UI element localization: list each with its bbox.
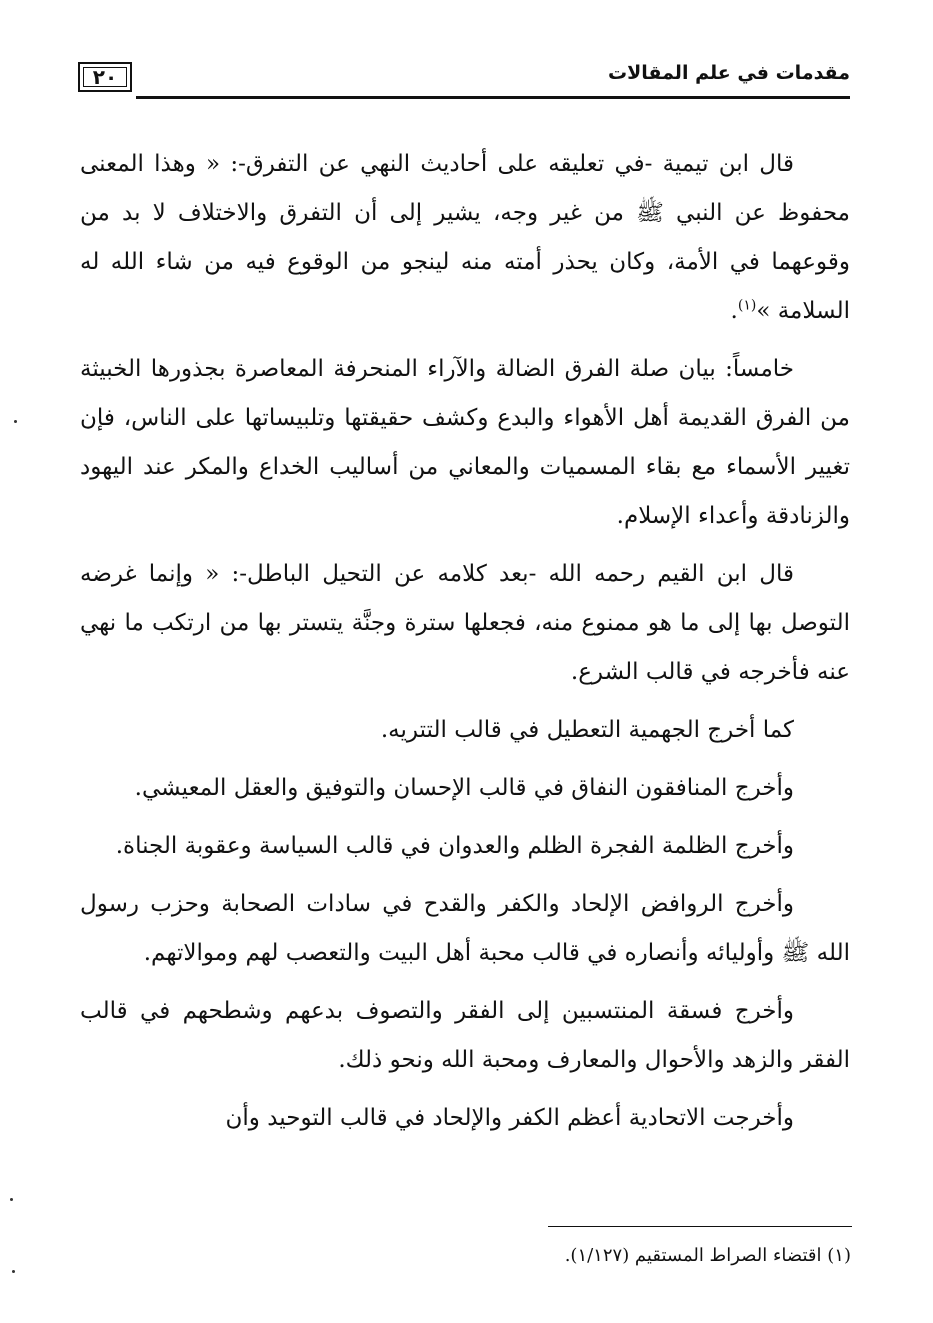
header-rule bbox=[136, 96, 850, 99]
footnote-rule bbox=[548, 1226, 852, 1227]
paragraph-3: قال ابن القيم رحمه الله -بعد كلامه عن التحيل الباطل-: « وإنما غرضه التوصل بها إلى ما هو ممنوع منه، فجعلها سترة وجنَّة يتستر بها من ارتكب ما نهي عنه فأخرجه في قالب الشرع. bbox=[80, 561, 850, 685]
scan-mark bbox=[12, 1270, 15, 1273]
scan-mark bbox=[14, 420, 17, 423]
body-text bbox=[80, 140, 850, 1152]
paragraph-9: وأخرجت الاتحادية أعظم الكفر والإلحاد في قالب التوحيد وأن bbox=[225, 1105, 794, 1131]
footnote: (١) اقتضاء الصراط المستقيم (١/١٢٧). bbox=[564, 1245, 851, 1266]
paragraph-5: وأخرج المنافقون النفاق في قالب الإحسان والتوفيق والعقل المعيشي. bbox=[134, 775, 794, 801]
paragraph-1-tail: . bbox=[730, 298, 738, 324]
paragraph-7: وأخرج الروافض الإلحاد والكفر والقدح في سادات الصحابة وحزب رسول الله ﷺ وأوليائه وأنصاره في قالب محبة أهل البيت والتعصب لهم وموالاتهم. bbox=[80, 891, 850, 966]
paragraph-2: خامساً: بيان صلة الفرق الضالة والآراء المنحرفة المعاصرة بجذورها الخبيثة من الفرق القديمة أهل الأهواء والبدع وكشف حقيقتها وتلبيساتها على الناس، فإن تغيير الأسماء مع بقاء المسميات والمعاني من أساليب الخداع والمكر عند اليهود والزنادقة وأعداء الإسلام. bbox=[80, 356, 850, 529]
footnote-reference: (١) bbox=[737, 297, 757, 314]
page-header bbox=[78, 62, 850, 102]
paragraph-1-text: قال ابن تيمية -في تعليقه على أحاديث النهي عن التفرق-: « وهذا المعنى محفوظ عن النبي ﷺ من غير وجه، يشير إلى أن التفرق والاختلاف لا بد من وقوعهما في الأمة، وكان يحذر أمته منه لينجو من الوقوع فيه من شاء الله له السلامة » bbox=[80, 151, 850, 324]
paragraph-8: وأخرج فسقة المنتسبين إلى الفقر والتصوف بدعهم وشطحهم في قالب الفقر والزهد والأحوال والمعارف ومحبة الله ونحو ذلك. bbox=[80, 998, 850, 1073]
paragraph-4: كما أخرج الجهمية التعطيل في قالب التتريه. bbox=[380, 717, 794, 743]
paragraph-1 bbox=[80, 140, 850, 336]
page-number: ٢٠ bbox=[78, 62, 132, 92]
running-title: مقدمات في علم المقالات bbox=[608, 62, 850, 84]
paragraph-6: وأخرج الظلمة الفجرة الظلم والعدوان في قالب السياسة وعقوبة الجناة. bbox=[115, 833, 794, 859]
scan-mark bbox=[10, 1198, 13, 1201]
